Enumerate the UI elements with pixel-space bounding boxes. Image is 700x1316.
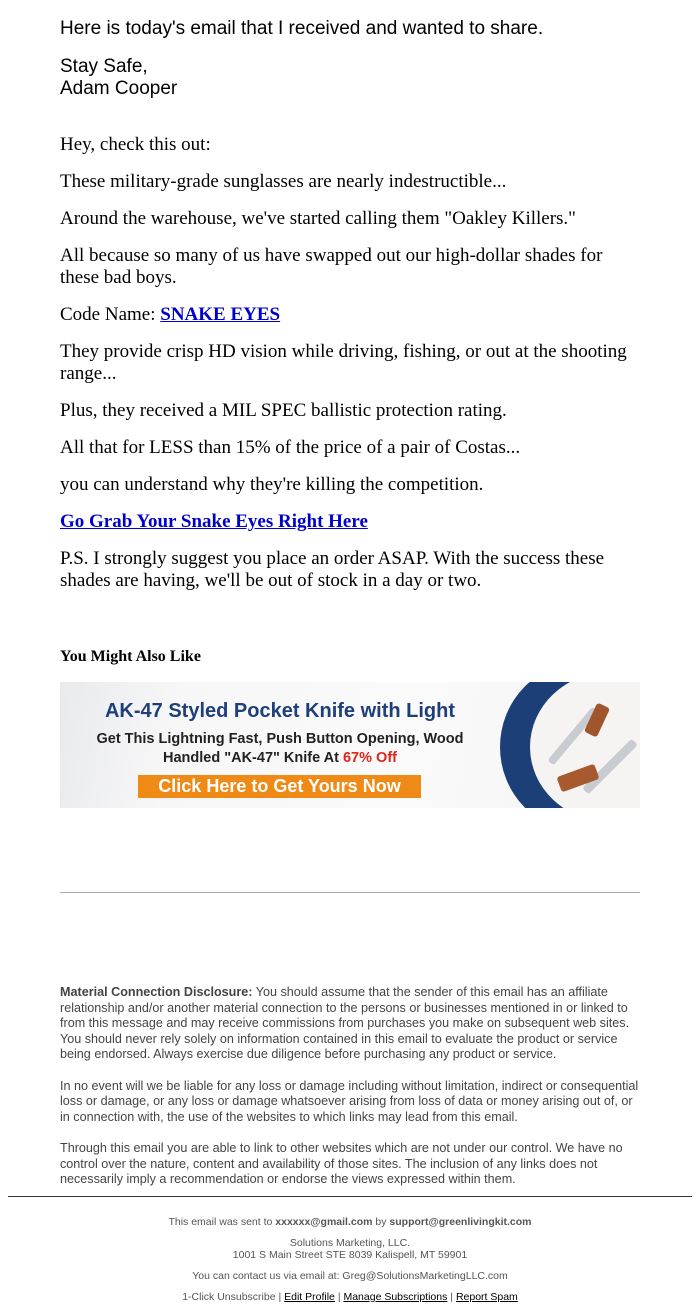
sender-email: support@greenlivingkit.com xyxy=(389,1216,532,1228)
paragraph: Around the warehouse, we've started calling them "Oakley Killers." xyxy=(60,208,576,229)
knife-ad-banner[interactable] xyxy=(60,682,640,808)
by-text: by xyxy=(372,1216,390,1228)
unsubscribe-link[interactable]: 1-Click Unsubscribe xyxy=(182,1291,276,1303)
banner-subtitle xyxy=(60,730,500,768)
code-name-paragraph xyxy=(60,304,640,326)
banner-title: AK-47 Styled Pocket Knife with Light xyxy=(104,700,456,722)
address-block xyxy=(0,1237,700,1261)
snake-eyes-link[interactable]: SNAKE EYES xyxy=(160,304,281,325)
ps-paragraph: P.S. I strongly suggest you place an order ASAP. With the success these shades are having, we'll be out of stock in a day or two. xyxy=(60,548,605,591)
footer-links xyxy=(0,1291,700,1303)
disclaimer xyxy=(60,985,640,1204)
discount: 67% Off xyxy=(342,750,397,766)
also-like-heading: You Might Also Like xyxy=(60,648,201,665)
links-paragraph: Through this email you are able to link to other websites which are not under our control. We have no control over the nature, content and availability of those sites. The inclusion of any links does not necessarily imply a recommendation or endorse the views expressed within them. xyxy=(60,1141,623,1186)
paragraph: you can understand why they're killing the competition. xyxy=(60,474,484,495)
footer xyxy=(0,1216,700,1312)
paragraph: Plus, they received a MIL SPEC ballistic protection rating. xyxy=(60,400,507,421)
separator: | xyxy=(275,1291,285,1303)
paragraph: Hey, check this out: xyxy=(60,134,211,155)
intro-line: Here is today's email that I received and wanted to share. xyxy=(60,18,544,39)
code-label: Code Name: xyxy=(60,304,161,325)
report-spam-link[interactable]: Report Spam xyxy=(455,1291,518,1303)
signoff: Stay Safe, xyxy=(60,56,148,77)
paragraph: They provide crisp HD vision while driving, fishing, or out at the shooting range... xyxy=(60,341,627,384)
company-name: Solutions Marketing, LLC. xyxy=(289,1237,411,1249)
separator: | xyxy=(334,1291,344,1303)
paragraph: All that for LESS than 15% of the price of a pair of Costas... xyxy=(60,437,521,458)
email-body xyxy=(60,134,640,607)
sender-name: Adam Cooper xyxy=(60,78,178,99)
divider xyxy=(60,892,640,893)
separator: | xyxy=(447,1291,456,1303)
sent-prefix: This email was sent to xyxy=(168,1216,276,1228)
banner-line-2 xyxy=(60,749,500,768)
disclosure-paragraph xyxy=(60,985,640,1063)
banner-line-2-text: Handled "AK-47" Knife At xyxy=(163,750,343,766)
liability-paragraph: In no event will we be liable for any loss or damage including without limitation, indirect or consequential loss or damage, or any loss or damage whatsoever arising from loss of data or money arising out of, or in connection with, the use of the websites to which links may lead from this email. xyxy=(60,1078,639,1124)
grab-snake-eyes-link[interactable]: Go Grab Your Snake Eyes Right Here xyxy=(60,511,368,532)
company-address: 1001 S Main Street STE 8039 Kalispell, MT 59901 xyxy=(232,1249,468,1261)
banner-cta-button[interactable]: Click Here to Get Yours Now xyxy=(138,775,421,798)
disclosure-text: You should assume that the sender of this email has an affiliate relationship and/or another material connection to the persons or businesses mentioned in or linked to from this message and may receive commissions from purchases you make on subsequent web sites. You should never rely solely on information contained in this email to evaluate the product or service being endorsed. Always exercise due diligence before purchasing any product or service. xyxy=(60,985,630,1061)
paragraph: These military-grade sunglasses are nearly indestructible... xyxy=(60,171,507,192)
banner-line-1: Get This Lightning Fast, Push Button Opening, Wood xyxy=(96,731,464,747)
sent-to-line xyxy=(0,1216,700,1228)
recipient-email: xxxxxx@gmail.com xyxy=(275,1216,373,1228)
paragraph: All because so many of us have swapped out our high-dollar shades for these bad boys. xyxy=(60,245,603,288)
edit-profile-link[interactable]: Edit Profile xyxy=(284,1291,335,1303)
manage-subscriptions-link[interactable]: Manage Subscriptions xyxy=(343,1291,448,1303)
disclosure-label: Material Connection Disclosure: xyxy=(60,985,253,999)
contact-line: You can contact us via email at: Greg@SolutionsMarketingLLC.com xyxy=(192,1270,508,1282)
footer-divider xyxy=(8,1196,692,1197)
